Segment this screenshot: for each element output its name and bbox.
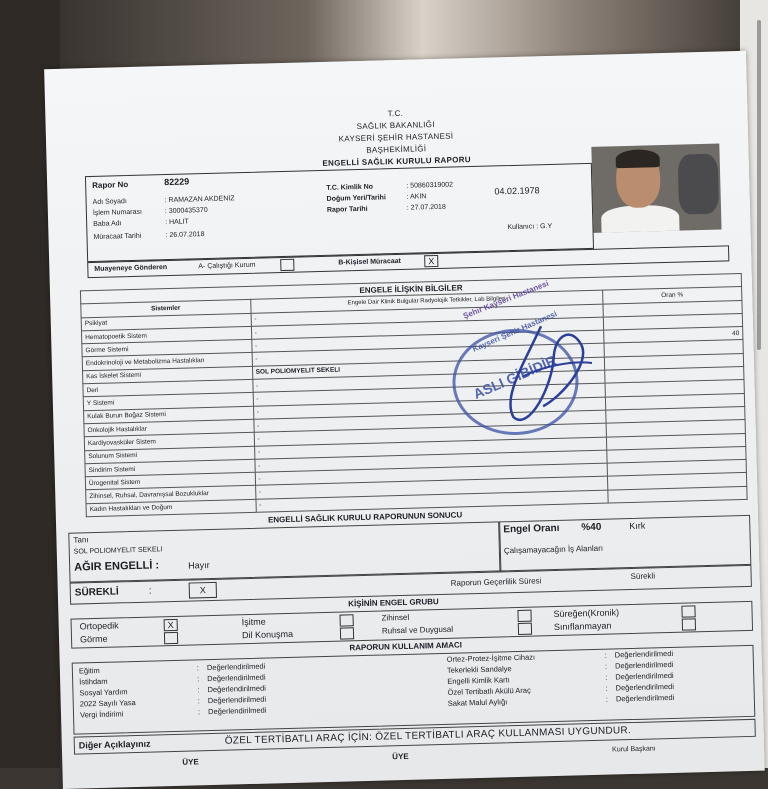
group-sureğen: Süreğen(Kronik) [553,607,620,620]
stamp-text-asli: ASLI GİBİDİR [470,351,559,402]
rapor-tarih-label: Rapor Tarihi [326,205,368,214]
usage-right-table [443,648,679,709]
group-title: KİŞİNİN ENGEL GRUBU [348,597,439,609]
siniflanmayan-checkbox [682,618,696,630]
table-row: Onkolojik Hastalıklar - [84,406,745,437]
tc-value: : 50860319002 [406,181,454,190]
dogum-value: : AKIN [406,193,427,201]
header-line-tc: T.C. [387,108,404,119]
applicant-info-box [85,163,594,262]
surekli-colon: : [148,585,152,597]
result-title: ENGELLİ SAĞLIK KURULU RAPORUNUN SONUCU [267,510,463,525]
agir-engelli-label: AĞIR ENGELLİ : [74,559,160,574]
table-row: Ürogenital Sistem - [85,460,746,491]
list-item: Eğitim : Değerlendirilmedi [78,661,266,676]
table-row: Kas İskelet Sistemi SOL POLIOMYELIT SEKELI [83,353,744,384]
engel-orani-value: %40 [581,521,602,534]
group-dil: Dil Konuşma [241,628,294,641]
group-ortopedik: Ortopedik [79,620,119,632]
col-bulgular: Engele Dair Klinik Bulgular Radyolojik Tetkikler, Lab Bilgileri [250,290,603,313]
list-item: Tekerlekli Sandalye : Değerlendirilmedi [446,659,674,675]
gecerlilik-label: Raporun Geçerlilik Süresi [450,576,542,588]
engel-orani-label: Engel Oranı [503,522,560,536]
zihinsel-checkbox [517,610,531,622]
table-row: Kadın Hastalıkları ve Doğum - [86,486,747,517]
engel-orani-box [498,515,751,572]
list-item: Vergi İndirimi : Değerlendirilmedi [79,705,267,720]
header-line-title: ENGELLİ SAĞLIK KURULU RAPORU [322,155,471,168]
agir-engelli-value: Hayır [188,560,210,571]
ad-soyad-label: Adı Soyadı [92,198,127,206]
gecerlilik-value: Sürekli [630,571,656,582]
tani-value: SOL POLIOMYELIT SEKELI [73,546,163,556]
referral-checkbox-b: X [424,255,438,267]
muracaat-value: : 26.07.2018 [165,231,205,240]
table-row: Solunum Sistemi - [85,433,746,464]
group-zihinsel: Zihinsel [381,612,410,623]
surekli-checkbox: X [189,582,217,599]
rapor-no-label: Rapor No [92,180,129,190]
table-row: Endokrinoloji ve Metabolizma Hastalıkları - [82,340,743,371]
tc-label: T.C. Kimlik No [326,183,374,192]
table-row: Zihinsel, Ruhsal, Davranışsal Bozukluklar - [86,473,747,504]
stamp-text-hospital: Kayseri Şehir Hastanesi [471,309,559,354]
usage-left-table [75,661,271,721]
table-row: Hematopoetik Sistem - [81,313,742,344]
referral-checkbox-a [280,259,294,271]
group-isitme: İşitme [241,616,266,628]
list-item: Sakat Malul Aylığı : Değerlendirilmedi [447,692,675,708]
islem-label: İşlem Numarası [92,208,143,217]
document-header [225,104,566,173]
muracaat-label: Müracaat Tarihi [93,232,142,241]
calisamaz-label: Çalışamayacağın İş Alanları [503,543,604,556]
tani-label: Tanı [73,535,89,545]
islem-value: : 3000435370 [164,206,208,216]
surekli-label: SÜREKLİ [74,586,119,599]
baba-value: : HALIT [165,218,189,227]
ad-soyad-value: : RAMAZAN AKDENIZ [164,195,235,205]
stamp-text-secondary: Şehir Kayseri Hastanesi [461,278,550,321]
engel-orani-text: Kırk [629,520,646,532]
group-ruhsal: Ruhsal ve Duygusal [381,624,454,636]
table-row: Kardiyovasküler Sistem - [84,420,745,451]
rapor-tarih-value: : 27.07.2018 [406,203,446,212]
table-row: Görme Sistemi - 40 [82,327,743,358]
list-item: Ortez-Protez-İşitme Cihazı : Değerlendirilmedi [446,648,674,664]
ortopedik-checkbox: X [164,619,178,631]
header-line-chief: BAŞHEKİMLİĞİ [366,144,427,155]
group-siniflanmayan: Sınıflanmayan [553,620,612,633]
scrollbar[interactable] [757,20,761,350]
col-oran: Oran % [602,287,741,304]
dogum-label: Doğum Yeri/Tarihi [326,194,386,203]
table-row: Deri - [83,367,744,398]
referral-label: Muayeneye Gönderen [94,264,168,273]
group-gorme: Görme [79,633,108,645]
header-line-ministry: SAĞLIK BAKANLIĞI [356,119,435,132]
list-item: 2022 Sayılı Yasa : Değerlendirilmedi [79,694,267,709]
table-row: Psikiyat - [81,300,742,331]
referral-option-b: B-Kişisel Müracaat [338,257,402,267]
table-row: Sindirim Sistemi - [85,446,746,477]
list-item: Sosyal Yardım : Değerlendirilmedi [79,683,266,698]
referral-option-a: A- Çalıştığı Kurum [198,261,256,271]
table-row: Kulak Burun Boğaz Sistemi - [84,393,745,424]
isitme-checkbox [339,614,353,626]
applicant-photo [591,144,721,233]
ruhsal-checkbox [518,623,532,635]
list-item: İstihdam : Değerlendirilmedi [79,672,266,687]
kurul-baskani-label: Kurul Başkanı [612,745,656,754]
disability-systems-table [80,273,748,517]
report-document [44,51,765,789]
gorme-checkbox [164,632,178,644]
baba-label: Baba Adı [93,220,122,228]
diger-value: ÖZEL TERTİBATLI ARAÇ İÇİN: ÖZEL TERTİBATLI ARAÇ KULLANMASI UYGUNDUR. [224,725,632,747]
col-sistemler: Sistemler [81,300,251,318]
rapor-no-value: 82229 [163,176,190,188]
dogum-date: 04.02.1978 [494,185,540,197]
uye-2-label: ÜYE [392,751,409,762]
dil-checkbox [340,627,354,639]
table-row: Y Sistemi - [83,380,744,411]
kullanici-value: Kullanıcı : G.Y [507,222,553,232]
signature [481,305,604,438]
disability-section-title: ENGELE İLİŞKİN BİLGİLER [80,274,741,305]
list-item: Özel Tertibatlı Akülü Araç : Değerlendirilmedi [447,681,675,697]
usage-title: RAPORUN KULLANIM AMACI [349,640,463,653]
header-line-hospital: KAYSERİ ŞEHİR HASTANESİ [338,131,454,144]
sureğen-checkbox [681,605,695,617]
list-item: Engelli Kimlik Kartı : Değerlendirilmedi [447,670,674,686]
uye-1-label: ÜYE [182,757,199,767]
diger-label: Diğer Açıklayınız [78,738,151,751]
